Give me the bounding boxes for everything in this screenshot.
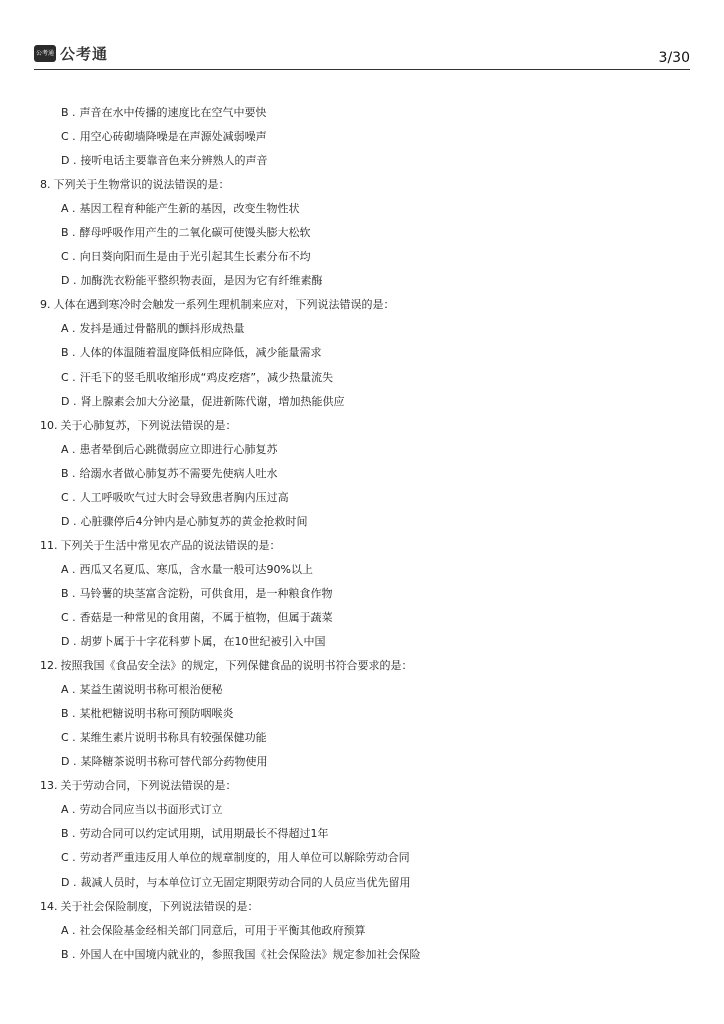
option-text: 给溺水者做心肺复苏不需要先使病人吐水: [79, 466, 278, 480]
answer-option: [40, 149, 680, 173]
option-letter: A .: [61, 202, 76, 216]
answer-option: [40, 943, 680, 967]
question-stem: [40, 774, 680, 798]
answer-option: [40, 846, 680, 870]
option-text: 某益生菌说明书称可根治便秘: [79, 683, 223, 697]
answer-option: [40, 798, 680, 822]
question-stem: [40, 173, 680, 197]
option-letter: D .: [61, 635, 77, 649]
question-stem: [40, 534, 680, 558]
option-letter: B .: [61, 226, 76, 240]
option-text: 肾上腺素会加大分泌量，促进新陈代谢，增加热能供应: [80, 394, 345, 408]
option-text: 心脏骤停后4分钟内是心肺复苏的黄金抢救时间: [80, 514, 308, 528]
question-number: 10.: [40, 418, 58, 432]
answer-option: [40, 582, 680, 606]
option-letter: B .: [61, 466, 76, 480]
answer-option: [40, 726, 680, 750]
option-letter: A .: [61, 923, 76, 937]
answer-option: [40, 221, 680, 245]
answer-option: [40, 630, 680, 654]
option-text: 接听电话主要靠音色来分辨熟人的声音: [80, 154, 268, 168]
option-letter: B .: [61, 827, 76, 841]
question-number: 11.: [40, 538, 58, 552]
option-text: 某枇杷糖说明书称可预防咽喉炎: [79, 707, 234, 721]
answer-option: [40, 462, 680, 486]
question-number: 9.: [40, 298, 51, 312]
answer-option: [40, 101, 680, 125]
answer-option: [40, 510, 680, 534]
page-number: 3/30: [658, 50, 690, 66]
option-letter: D .: [61, 755, 77, 769]
question-stem: [40, 654, 680, 678]
option-letter: D .: [61, 394, 77, 408]
answer-option: [40, 366, 680, 390]
question-stem: [40, 414, 680, 438]
answer-option: [40, 871, 680, 895]
option-text: 患者晕倒后心跳微弱应立即进行心肺复苏: [79, 442, 278, 456]
option-letter: A .: [61, 322, 76, 336]
option-text: 劳动合同可以约定试用期，试用期最长不得超过1年: [79, 827, 329, 841]
answer-option: [40, 125, 680, 149]
option-letter: A .: [61, 683, 76, 697]
question-list: [40, 101, 680, 967]
logo-text: 公考通: [60, 45, 109, 63]
question-number: 8.: [40, 178, 51, 192]
option-letter: C .: [61, 731, 76, 745]
option-letter: C .: [61, 851, 76, 865]
question-text: 人体在遇到寒冷时会触发一系列生理机制来应对，下列说法错误的是：: [53, 298, 395, 312]
option-letter: C .: [61, 130, 76, 144]
answer-option: [40, 702, 680, 726]
option-text: 基因工程育种能产生新的基因，改变生物性状: [79, 202, 300, 216]
option-letter: C .: [61, 250, 76, 264]
option-text: 向日葵向阳而生是由于光引起其生长素分布不均: [79, 250, 311, 264]
option-letter: D .: [61, 514, 77, 528]
option-text: 酵母呼吸作用产生的二氧化碳可使馒头膨大松软: [79, 226, 311, 240]
option-text: 人工呼吸吹气过大时会导致患者胸内压过高: [79, 490, 289, 504]
answer-option: [40, 341, 680, 365]
option-letter: C .: [61, 370, 76, 384]
option-text: 用空心砖砌墙降噪是在声源处减弱噪声: [79, 130, 267, 144]
logo-icon: 公考通: [34, 45, 56, 62]
answer-option: [40, 486, 680, 510]
option-letter: C .: [61, 610, 76, 624]
answer-option: [40, 197, 680, 221]
option-text: 汗毛下的竖毛肌收缩形成“鸡皮疙瘩”，减少热量流失: [79, 370, 334, 384]
question-number: 13.: [40, 779, 58, 793]
option-letter: B .: [61, 707, 76, 721]
option-letter: B .: [61, 346, 76, 360]
option-text: 马铃薯的块茎富含淀粉，可供食用，是一种粮食作物: [79, 586, 333, 600]
answer-option: [40, 822, 680, 846]
option-text: 声音在水中传播的速度比在空气中要快: [79, 106, 267, 119]
option-text: 外国人在中国境内就业的，参照我国《社会保险法》规定参加社会保险: [79, 947, 421, 961]
option-text: 某降糖茶说明书称可替代部分药物使用: [80, 755, 268, 769]
page-header: [34, 40, 690, 70]
option-text: 发抖是通过骨骼肌的颤抖形成热量: [79, 322, 245, 336]
option-letter: B .: [61, 106, 76, 119]
question-number: 12.: [40, 659, 58, 673]
option-letter: D .: [61, 154, 77, 168]
answer-option: [40, 269, 680, 293]
question-text: 按照我国《食品安全法》的规定，下列保健食品的说明书符合要求的是：: [60, 659, 413, 673]
option-text: 西瓜又名夏瓜、寒瓜，含水量一般可达90%以上: [79, 562, 313, 576]
option-text: 加酶洗衣粉能平整织物表面，是因为它有纤维素酶: [80, 274, 323, 288]
answer-option: [40, 390, 680, 414]
question-stem: [40, 293, 680, 317]
question-text: 关于社会保险制度，下列说法错误的是：: [60, 899, 259, 913]
option-letter: B .: [61, 586, 76, 600]
question-number: 14.: [40, 899, 58, 913]
question-text: 关于心肺复苏，下列说法错误的是：: [60, 418, 237, 432]
option-text: 劳动合同应当以书面形式订立: [79, 803, 223, 817]
option-letter: C .: [61, 490, 76, 504]
option-text: 裁减人员时，与本单位订立无固定期限劳动合同的人员应当优先留用: [80, 875, 411, 889]
answer-option: [40, 558, 680, 582]
question-stem: [40, 895, 680, 919]
option-text: 人体的体温随着温度降低相应降低，减少能量需求: [79, 346, 322, 360]
option-letter: A .: [61, 442, 76, 456]
option-text: 某维生素片说明书称具有较强保健功能: [79, 731, 267, 745]
answer-option: [40, 606, 680, 630]
option-letter: A .: [61, 803, 76, 817]
answer-option: [40, 750, 680, 774]
option-letter: B .: [61, 947, 76, 961]
header-divider: [34, 69, 690, 70]
answer-option: [40, 245, 680, 269]
answer-option: [40, 317, 680, 341]
answer-option: [40, 919, 680, 943]
option-letter: A .: [61, 562, 76, 576]
option-text: 胡萝卜属于十字花科萝卜属，在10世纪被引入中国: [80, 635, 326, 649]
option-text: 香菇是一种常见的食用菌，不属于植物，但属于蔬菜: [79, 610, 333, 624]
option-letter: D .: [61, 274, 77, 288]
option-letter: D .: [61, 875, 77, 889]
option-text: 劳动者严重违反用人单位的规章制度的，用人单位可以解除劳动合同: [79, 851, 410, 865]
answer-option: [40, 678, 680, 702]
question-text: 关于劳动合同，下列说法错误的是：: [60, 779, 237, 793]
question-text: 下列关于生物常识的说法错误的是：: [53, 178, 230, 192]
answer-option: [40, 438, 680, 462]
option-text: 社会保险基金经相关部门同意后，可用于平衡其他政府预算: [79, 923, 366, 937]
question-text: 下列关于生活中常见农产品的说法错误的是：: [60, 538, 281, 552]
